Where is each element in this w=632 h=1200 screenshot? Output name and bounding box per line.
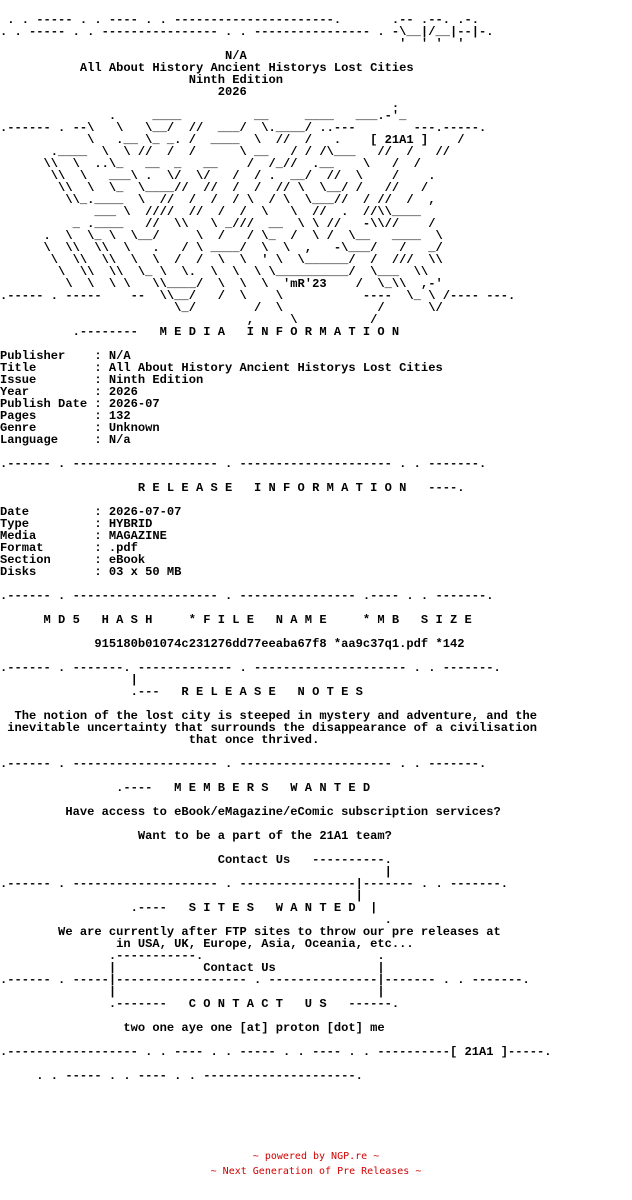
footer-powered-by[interactable]: ~ powered by NGP.re ~ — [252, 1151, 380, 1162]
nfo-text: . . ----- . . ---- . . ----------------------. .-- .--. .-. . . ----- . . ---------------- . . ---------------- . -\__|/__|--|-. ' ' ' ' N/A All About History Ancient Historys Lost Cities Ninth Edition 2026 . . ____ __ ____ ___.-'_ .------ . --\ \ \__/ // ___/ \.____/ ..--- ---.-----. \ .__ \_ _. / ____ \ // / . [ 21A1 ] / .____ \ \ // / / \ __ / / /\___ // / // \\ \ ..\_ __ _ __ / /_// .__ \ / / \\ \ ___\ . \/ \/ / / . __/ // \ / . \\ \ \_ \____// // / / // \ \__/ / // / \\_.____ \ // / / / \ / \ \___// / // / , ___ \ //// // / / \ \ // . //\\____ _ .____ // \\ \ _/// __ \ \ // -\\// / . \ \_ \ \__/ \ / / \_ / \ / \__ ____ \ \ \\ \\ \ . / \ ____/ \ \ , -\___/ / _/ \ \\ \\ \ \ / / \ \ ' \ \______/ / /// \\ \ \\ \\ \_ \ \. \ \ \ \__________/ \___ \\ \ \ \ \ \\____/ \ \ \ 'mR'23 / \_\\ ,-' .----- . ----- -- \\__/ / \ \ ---- \_ \ /---- ---. \_/ / \ / \/ , \ / .-------- M E D I A I N F O R M A T I O N Publisher : N/A Title : All About History Ancient Historys Lost Cities Issue : Ninth Edition Year : 2026 Publish Date : 2026-07 Pages : 132 Genre : Unknown Language : N/a .------ . -------------------- . --------------------- . . -------. R E L E A S E I N F O R M A T I O N ----. Date : 2026-07-07 Type : HYBRID Media : MAGAZINE Format : .pdf Section : eBook Disks : 03 x 50 MB .------ . -------------------- . ---------------- .---- . . -------. M D 5 H A S H * F I L E N A M E * M B S I Z E 915180b01074c231276dd77eeaba67f8 *aa9c37q1.pdf *142 .------ . -------. ------------- . --------------------- . . -------. | .--- R E L E A S E N O T E S The notion of the lost city is steeped in mystery and adventure, and the inevitable uncertainty that surrounds the disappearance of a civilisation that once thrived. .------ . -------------------- . --------------------- . . -------. .---- M E M B E R S W A N T E D Have access to eBook/eMagazine/eComic subscription services? Want to be a part of the 21A1 team? Contact Us ----------. | .------ . -------------------- . ----------------|------- . . -------. | .---- S I T E S W A N T E D | . We are currently after FTP sites to throw our pre releases at in USA, UK, Europe, Asia, Oceania, etc... .-----------. . | Contact Us | .------ . -----|------------------ . ---------------|------- . . -------. | | .------- C O N T A C T U S ------. two one aye one [at] proton [dot] me .------------------ . . ---- . . ----- . . ---- . . ----------[ 21A1 ]-----. . . ----- . . ---- . . ---------------------. — [0, 14, 552, 1082]
footer — [0, 1149, 632, 1179]
footer-tagline: ~ Next Generation of Pre Releases ~ — [210, 1166, 422, 1177]
